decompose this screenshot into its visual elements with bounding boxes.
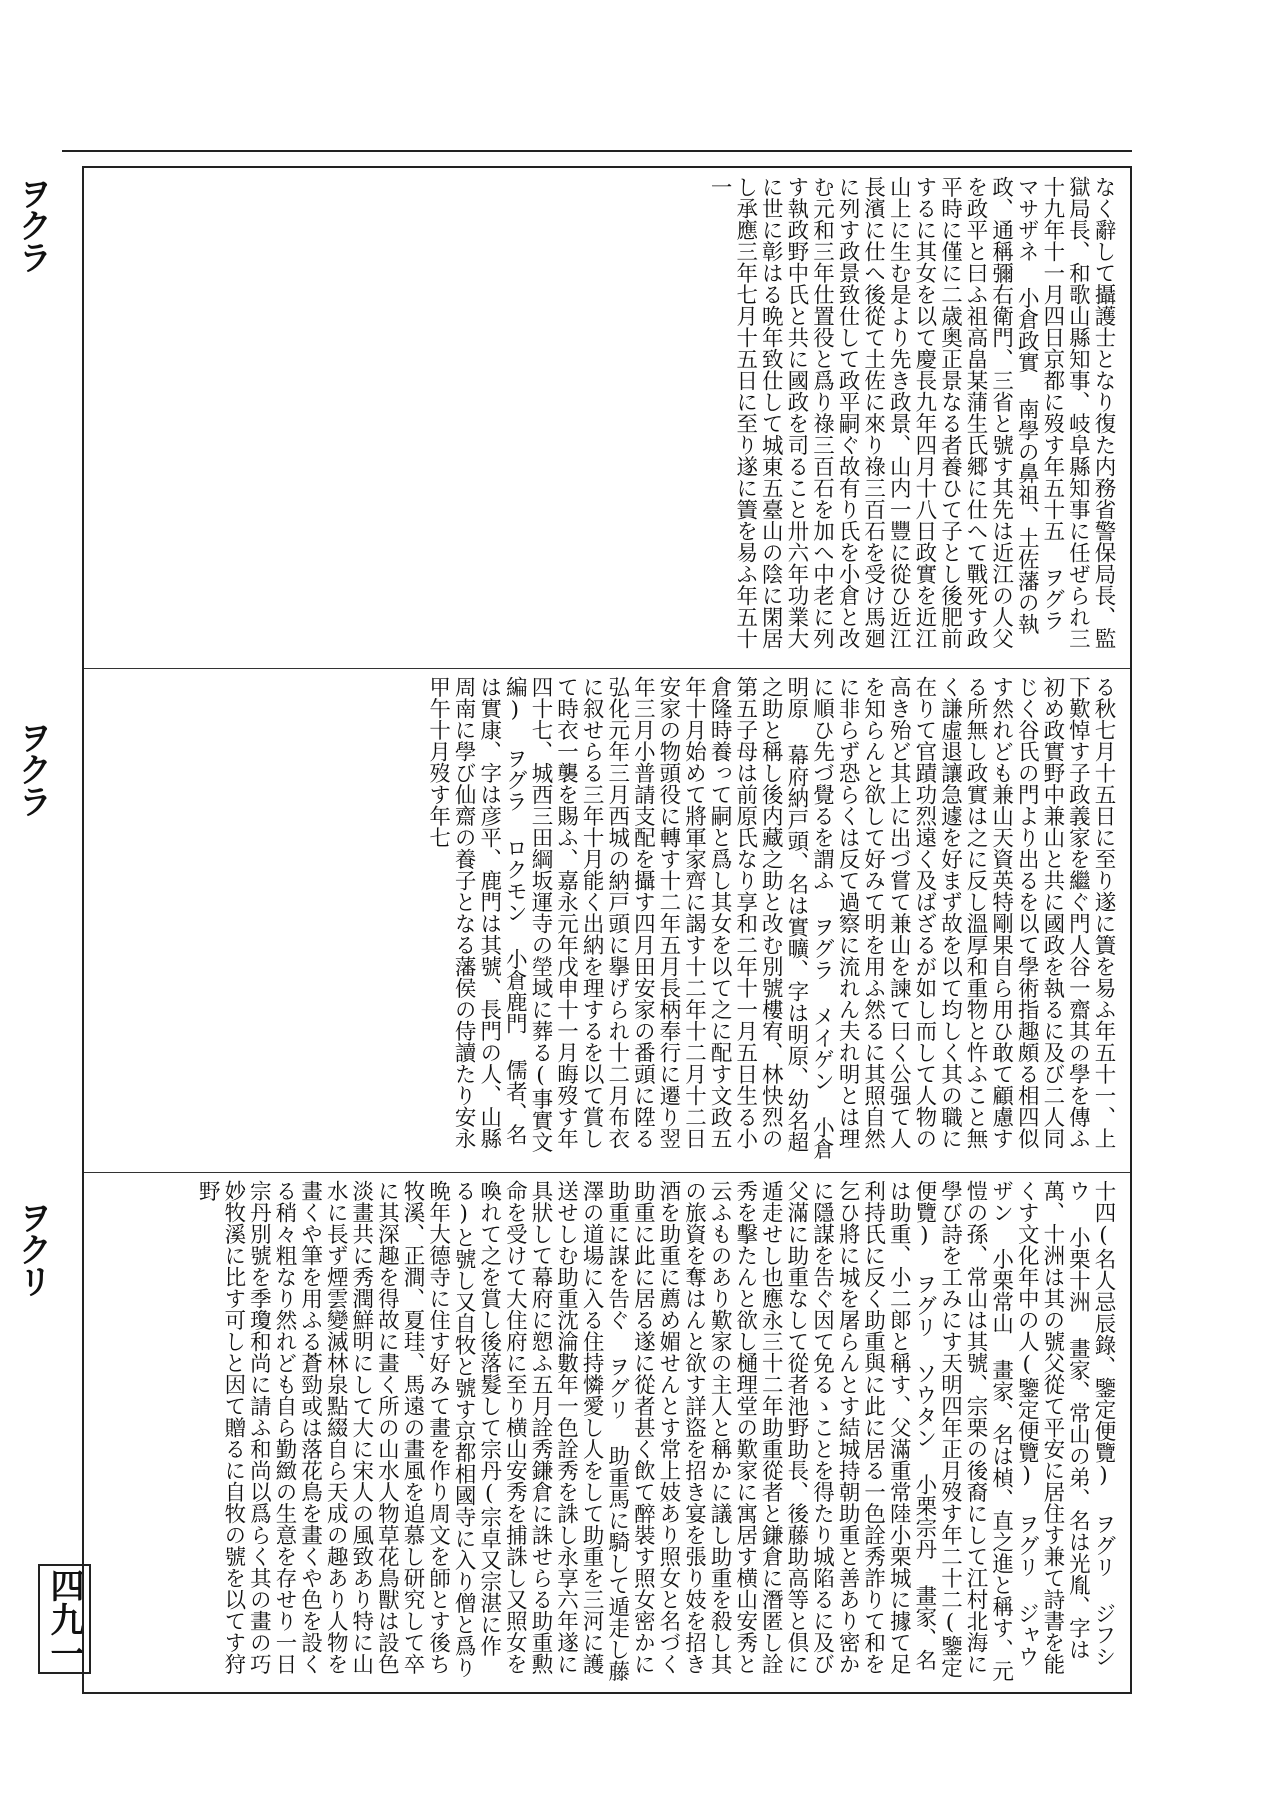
top-rule (62, 150, 1132, 152)
section-text: なく辭して攝護士となり復た内務省警保局長、監獄局長、和歌山縣知事、岐阜縣知事に任ぜられ三十九年十一月四日京都に歿す年五十五 ヲグラ マサザネ 小倉政實 南學の鼻祖、土佐藩の執政、通稱彌右衛門、三省と號す其先は近江の人父を政平と曰ふ祖高畠某蒲生氏郷に仕へて戰死す政平時に僅に二歳奥正景なる者養ひて子とし後肥前するに其女を以て慶長九年四月十八日政實を近江山上に生む是より先き政景、山内一豐に從ひ近江長濱に仕へ後從て土佐に來り祿三百石を受け馬廻に列す政景致仕して政平嗣ぐ故有り氏を小倉と改む元和三年仕置役と爲り祿三百石を加へ中老に列す執政野中氏と共に國政を司ること卅六年功業大に世に彰はる晩年致仕して城東五臺山の陰に閑居し承應三年七月十五日に至り遂に簀を易ふ年五十一 (707, 176, 1116, 649)
text-section-middle (98, 676, 1116, 1166)
side-label-middle: ヲクラ (12, 720, 52, 816)
section-text: 十四(名人忌辰錄、鑒定便覽) ヲグリ ジフシウ 小栗十洲 畫家、常山の弟、名は光胤、字は萬、十洲は其の號父從て平安に居住す兼て詩書を能くす文化年中の人(鑒定便覽) ヲグリ ジャウザン 小栗常山 畫家、名は楨、直之進と稱す、元愷の孫、常山は其號、宗栗の後裔にして江村北海に學び詩を工みにす天明四年正月歿す年二十二(鑒定便覽) ヲグリ ソウタン 小栗宗丹 畫家、名は助重、小二郞と稱す、父滿重常陸小栗城に據て足利持氏に反く助重與に此に居る一色詮秀詐りて和を乞ひ將に城を屠らんとす結城持朝助重と善あり密かに隱謀を告ぐ因て免るゝことを得たり城陷るに及び父滿に助重なして從者池野助長、後藤助高等と倶に遁走せし也應永三十二年助重從者と鎌倉に潛匿し詮秀を擊たんと欲し樋理堂の歎家に寓居す横山安秀と云ふものあり歎家の主人と稱かに議し助重を殺し其の旅資を奪はんと欲す詳盜を招き宴を張り妓を招き酒を助重に薦め媚せんとす常上妓あり照女と名づく助重に此に居る遂に從者甚く飲て醉裝す照女密かに助重に謀を告ぐ ヲグリ 助重馬に騎して遁走し藤澤の道場に入る住持憐愛し人をして助重を三河に護送せしむ助重沈淪數年一色詮秀を誅し永享六年遂に具狀して幕府に愬ふ五月詮秀鎌倉に誅せらる助重勲命を受けて大住府に至り横山安秀を捕誅し又照女を喚れて之を賞し後落髮して宗丹(宗卓又宗湛に作る)と號し又自牧と號す京都相國寺に入り僧と爲り晩年大德寺に住す好みて畫を作り周文を師とす後ち牧溪、正澗、夏珪、馬遠の畫風を追慕し研究して卒に其深趣を得故に畫く所の山水人物草花鳥獸は設色淡畫共に秀潤鮮明にして大に宋人の風致あり特に山水に長ず煙雲變滅林泉點綴自ら天成の趣あり人物を畫くや筆を用ふる蒼勁或は落花鳥を畫くや色を設くる稍々粗なり然れども自ら勤緻の生意を存せり一日宗丹別號を季瓊和尚に請ふ和尚以爲らく其の畫の巧妙牧溪に比す可しと因て贈るに自牧の號を以てす狩野 (195, 1180, 1116, 1682)
side-label-bottom: ヲクリ (12, 1200, 52, 1296)
text-section-bottom (98, 1180, 1116, 1688)
page-frame (82, 166, 1132, 1694)
section-divider (84, 1172, 1130, 1173)
section-divider (84, 668, 1130, 669)
text-section-top (98, 176, 1116, 662)
page-number: 四九一 (38, 1564, 91, 1674)
section-text: る秋七月十五日に至り遂に簀を易ふ年五十一、上下歎悼す子政義家を繼ぐ門人谷一齋其の學を傳ふ初め政實野中兼山と共に國政を執るに及び二人同じく谷氏の門より出るを以て學術指趣頗る相四似す然れども兼山天資英特剛果自ら用ひ敢て顧慮する所無し政實は之に反し溫厚和重物と忤ふこと無く謙虛退讓急遽を好まず故を以て均しく其の職に在りて官蹟功烈遠く及ばざるが如し而して人物の高き殆ど其上に出づ嘗て兼山を諫て曰く公强て人を知らんと欲して好みて明を用ふ然るに其照自然に非らず恐らくは反て過察に流れん夫れ明とは理に順ひ先づ覺るを謂ふ ヲグラ メイゲン 小倉明原 幕府納戸頭、名は實曠、字は明原、幼名超之助と稱し後内藏之助と改む別號樓宥、林快烈の第五子母は前原氏なり享和二年十一月五日生る小倉隆時養って嗣と爲し其女を以て之に配す文政五年十月始めて將軍家齊に謁す十二年十二月十二日安家の物頭役に轉す十二年五月長柄奉行に遷り翌年三月小普請支配を攝す四月田安家の番頭に陞る弘化元年三月西城の納戸頭に擧げられ十二月布衣に叙せらる三年十月能く出納を理するを以て賞して時衣一襲を賜ふ、嘉永元年戊申十一月晦歿す年四十七、城西三田綱坂運寺の塋域に葬る(事實文編) ヲグラ ロクモン 小倉鹿門 儒者、名は實康、字は彦平、鹿門は其號、長門の人、山縣周南に學び仙齋の養子となる藩侯の侍讀たり安永甲午十月歿す年七 (425, 676, 1116, 1160)
side-label-top: ヲクラ (12, 176, 52, 272)
